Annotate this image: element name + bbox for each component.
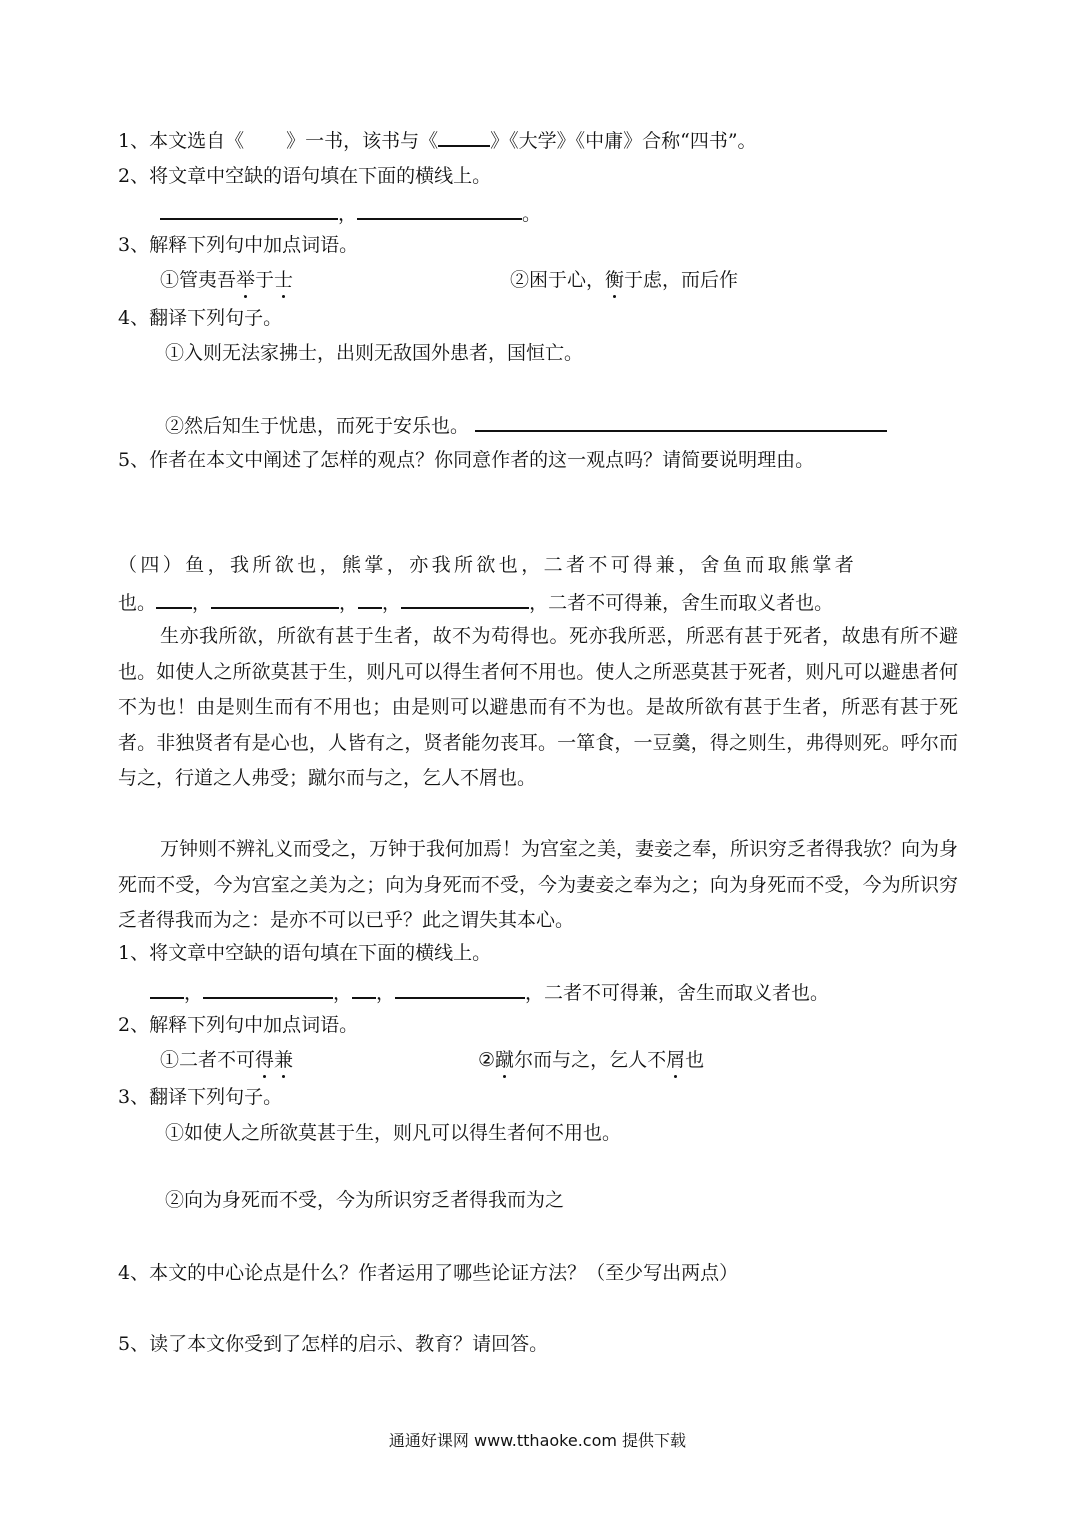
passage-intro-line-2: 也。 ， ， ， ，二者不可得兼，舍生而取义者也。: [118, 589, 833, 615]
dotted-word: 衡: [605, 269, 625, 291]
question-4-label: 4、翻译下列句子。: [118, 307, 283, 329]
answer-blank[interactable]: [150, 979, 184, 999]
answer-blank[interactable]: [358, 589, 382, 609]
s4-question-3-item-2: ②向为身死而不受，今为所识穷乏者得我而为之: [165, 1189, 565, 1211]
s4-question-2-item-1: ①二者不可得兼: [160, 1049, 294, 1071]
s4-question-3-label: 3、翻译下列句子。: [118, 1086, 283, 1108]
dotted-word: 士: [274, 269, 294, 291]
dotted-word: 屑: [666, 1049, 686, 1071]
question-5: 5、作者在本文中阐述了怎样的观点？你同意作者的这一观点吗？请简要说明理由。: [118, 449, 815, 471]
answer-blank[interactable]: [352, 979, 376, 999]
answer-blank[interactable]: [156, 589, 192, 609]
question-3-label: 3、解释下列句中加点词语。: [118, 234, 359, 256]
dotted-word: 举: [236, 269, 256, 291]
s4-question-2-item-2: ②蹴尔而与之，乞人不屑也: [478, 1049, 705, 1071]
answer-blank[interactable]: [357, 200, 522, 220]
question-4-item-1: ①入则无法家拂士，出则无敌国外患者，国恒亡。: [165, 342, 584, 364]
question-4-item-2: ②然后知生于忧患，而死于安乐也。: [165, 412, 887, 438]
passage-paragraph-1: 生亦我所欲，所欲有甚于生者，故不为苟得也。死亦我所恶，所恶有甚于死者，故患有所不避也。如使人之所欲莫甚于生，则凡可以得生者何不用也。使人之所恶莫甚于死者，则凡可以避患者何不为也！由是则生而有不用也；由是则可以避患而有不为也。是故所欲有甚于生者，所恶有甚于死者。非独贤者有是心也，人皆有之，贤者能勿丧耳。一箪食，一豆羹，得之则生，弗得则死。呼尔而与之，行道之人弗受；蹴尔而与之，乞人不屑也。: [118, 625, 958, 790]
dotted-word: 兼: [274, 1049, 294, 1071]
footer-credit: 通通好课网 www.tthaoke.com 提供下载: [388, 1431, 687, 1450]
question-1-source: 1、本文选自《 》一书，该书与《 》《大学》《中庸》合称“四书”。: [118, 127, 757, 153]
dotted-word: 得: [255, 1049, 275, 1071]
s4-question-3-item-1: ①如使人之所欲莫甚于生，则凡可以得生者何不用也。: [165, 1122, 622, 1144]
passage-intro-line-1: （四）鱼，我所欲也，熊掌，亦我所欲也，二者不可得兼，舍鱼而取熊掌者: [118, 554, 858, 576]
answer-blank[interactable]: [401, 589, 529, 609]
answer-blank[interactable]: [475, 412, 887, 432]
question-2-label: 2、将文章中空缺的语句填在下面的横线上。: [118, 165, 492, 187]
question-2-blanks: ， 。: [160, 200, 541, 226]
s4-question-1-label: 1、将文章中空缺的语句填在下面的横线上。: [118, 942, 492, 964]
answer-blank[interactable]: [203, 979, 333, 999]
answer-blank[interactable]: [438, 127, 490, 147]
s4-question-5: 5、读了本文你受到了怎样的启示、教育？请回答。: [118, 1333, 549, 1355]
question-3-item-2: ②困于心，衡于虑，而后作: [510, 269, 739, 291]
question-3-item-1: ①管夷吾举于士: [160, 269, 294, 291]
passage-paragraph-2: 万钟则不辨礼义而受之，万钟于我何加焉！为宫室之美，妻妾之奉，所识穷乏者得我欤？向为身死而不受，今为宫室之美为之；向为身死而不受，今为妻妾之奉为之；向为身死而不受，今为所识穷乏者得我而为之：是亦不可以已乎？此之谓失其本心。: [118, 838, 959, 932]
answer-blank[interactable]: [395, 979, 525, 999]
s4-question-1-blanks: ， ， ， ，二者不可得兼，舍生而取义者也。: [150, 979, 829, 1005]
answer-blank[interactable]: [211, 589, 339, 609]
dotted-word: 蹴: [495, 1049, 515, 1071]
answer-blank[interactable]: [160, 200, 338, 220]
s4-question-4: 4、本文的中心论点是什么？作者运用了哪些论证方法？（至少写出两点）: [118, 1262, 739, 1284]
s4-question-2-label: 2、解释下列句中加点词语。: [118, 1014, 359, 1036]
